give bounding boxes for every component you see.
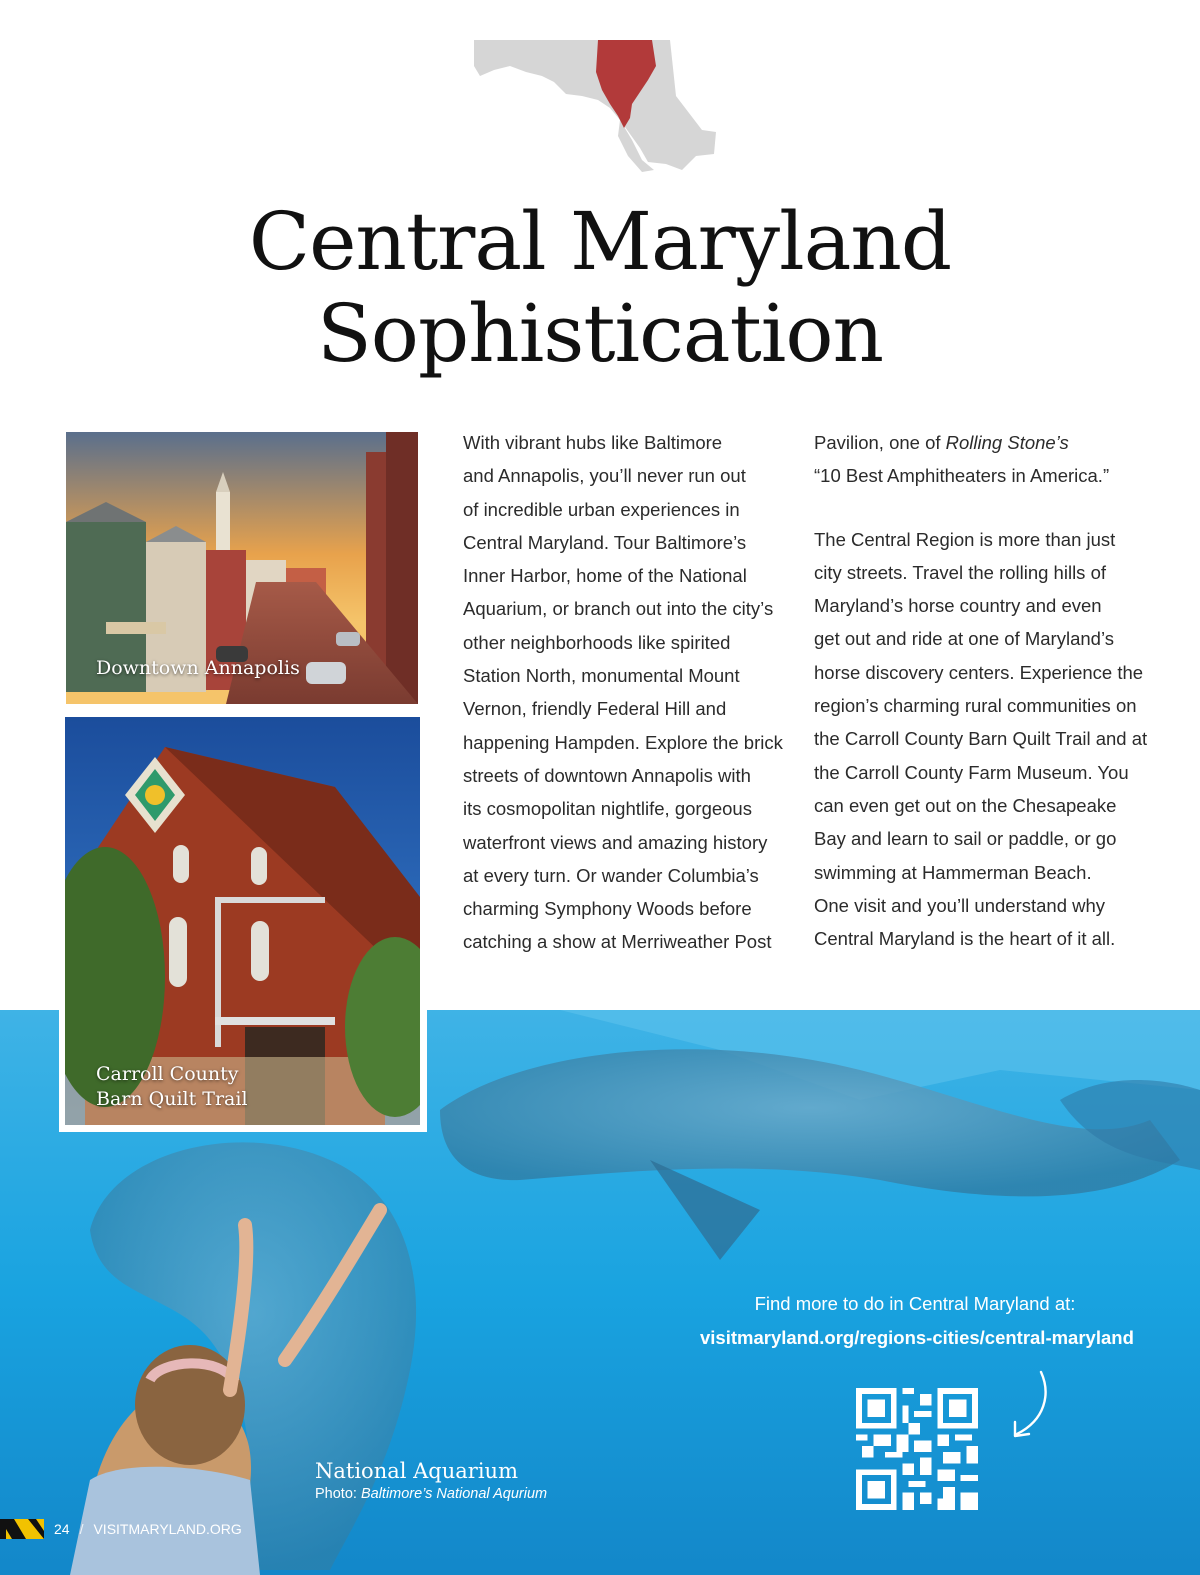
region-url-link[interactable]: visitmaryland.org/regions-cities/central-maryland [700,1327,1134,1348]
barn-caption [96,1062,248,1112]
column2-line: Bay and learn to sail or paddle, or go [814,828,1117,850]
column2-line: the Carroll County Barn Quilt Trail and at [814,728,1148,750]
credit-source: Baltimore’s National Aqurium [360,1486,548,1502]
column2-intro-line-2: “10 Best Amphitheaters in America.” [814,465,1110,487]
title-line-1: Central Maryland [248,195,952,288]
column1-line: catching a show at Merriweather Post [463,931,772,953]
page-number: 24 [54,1521,70,1537]
column1-line: streets of downtown Annapolis with [463,764,751,786]
footer-separator: / [79,1521,84,1537]
aquarium-credit [315,1484,547,1504]
barn-caption-line-2: Barn Quilt Trail [96,1088,248,1110]
column2-line: swimming at Hammerman Beach. [814,861,1092,883]
column1-line: Station North, monumental Mount [463,665,740,687]
column2-line: can even get out on the Chesapeake [814,794,1117,816]
body-column-1 [463,426,793,959]
column2-paragraph [814,523,1148,956]
body-column-2 [814,426,1148,955]
maryland-flag-icon [0,1519,44,1539]
column2-line: the Carroll County Farm Museum. You [814,761,1129,783]
page-footer [0,1518,260,1540]
column1-line: other neighborhoods like spirited [463,631,731,653]
column1-line: happening Hampden. Explore the brick [463,731,783,753]
column1-line: at every turn. Or wander Columbia’s [463,864,759,886]
rolling-stone-italic: Rolling Stone’s [945,432,1069,453]
column2-line: get out and ride at one of Maryland’s [814,628,1114,650]
column2-line: One visit and you’ll understand why [814,894,1106,916]
aquarium-title: National Aquarium [315,1459,518,1483]
column2-line: Maryland’s horse country and even [814,595,1102,617]
column1-line: and Annapolis, you’ll never run out [463,465,746,487]
column2-intro [814,426,1144,493]
annapolis-caption: Downtown Annapolis [96,657,300,679]
column1-line: With vibrant hubs like Baltimore [463,432,723,453]
column2-line: region’s charming rural communities on [814,695,1137,717]
page-title [0,196,1200,380]
barn-caption-line-1: Carroll County [96,1063,239,1085]
column1-line: Aquarium, or branch out into the city’s [463,598,774,620]
column2-intro-line-1 [814,426,1144,459]
intro-prefix: Pavilion, one of [814,432,946,453]
column1-line: waterfront views and amazing history [463,831,768,853]
find-more-text: Find more to do in Central Maryland at: [754,1293,1076,1314]
column1-line: Inner Harbor, home of the National [463,565,747,587]
qr-code-icon[interactable] [856,1388,978,1510]
column2-line: The Central Region is more than just [814,528,1116,550]
column2-line: Central Maryland is the heart of it all. [814,928,1116,950]
maryland-map-icon [470,36,726,176]
column1-line: Central Maryland. Tour Baltimore’s [463,531,747,553]
curved-arrow-icon [1005,1370,1055,1440]
column2-line: horse discovery centers. Experience the [814,661,1144,683]
column2-line: city streets. Travel the rolling hills of [814,561,1106,583]
title-line-2: Sophistication [317,287,883,380]
site-link[interactable]: VISITMARYLAND.ORG [93,1521,242,1537]
column1-line: Vernon, friendly Federal Hill and [463,698,727,720]
find-more-block [700,1287,1134,1355]
column1-line: of incredible urban experiences in [463,498,740,520]
column1-line: its cosmopolitan nightlife, gorgeous [463,798,752,820]
column1-line: charming Symphony Woods before [463,898,752,920]
credit-prefix: Photo: [315,1486,361,1502]
aquarium-caption [315,1458,547,1504]
